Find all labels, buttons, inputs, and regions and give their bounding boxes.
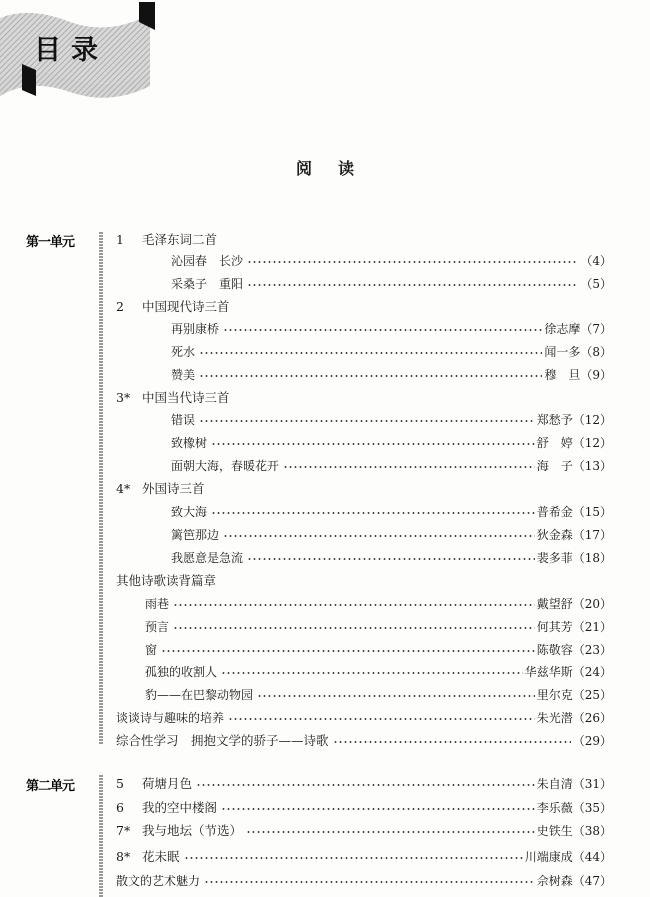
group-number: 4*: [116, 480, 131, 496]
entry-title: 雨巷: [145, 596, 170, 611]
leader-dots: [228, 718, 535, 720]
toc-entry[interactable]: [145, 639, 612, 659]
leader-dots: [211, 443, 535, 445]
entry-page: 穆 旦（9）: [544, 367, 612, 382]
entry-page: 裴多菲（18）: [536, 550, 612, 565]
page-title: 目录: [34, 35, 108, 66]
toc-group-heading[interactable]: [116, 296, 626, 316]
entry-title: 面朝大海，春暖花开: [171, 458, 280, 473]
leader-dots: [173, 627, 535, 629]
entry-page: 郑愁予（12）: [536, 412, 612, 427]
leader-dots: [173, 604, 535, 606]
leader-dots: [211, 512, 535, 514]
leader-dots: [199, 375, 542, 377]
group-number: 1: [116, 231, 124, 247]
entry-page: 里尔克（25）: [536, 687, 612, 702]
entry-number: 8*: [116, 848, 131, 864]
entry-title: 花未眠: [142, 849, 180, 864]
group-title: 外国诗三首: [142, 481, 205, 496]
group-title: 其他诗歌读背篇章: [116, 573, 217, 588]
group-title: 中国现代诗三首: [142, 299, 230, 314]
toc-entry[interactable]: [171, 273, 612, 293]
unit-divider-1: [99, 232, 103, 745]
group-number: 2: [116, 298, 124, 314]
entry-page: 何其芳（21）: [536, 619, 612, 634]
toc-entry[interactable]: [116, 730, 612, 750]
entry-page: 朱光潜（26）: [536, 710, 612, 725]
toc-entry[interactable]: [116, 773, 612, 793]
entry-title: 沁园春 长沙: [171, 253, 244, 268]
group-title: 中国当代诗三首: [142, 390, 230, 405]
entry-title: 孤独的收割人: [145, 664, 218, 679]
leader-dots: [257, 695, 535, 697]
entry-page: 陈敬容（23）: [536, 642, 612, 657]
entry-title: 采桑子 重阳: [171, 276, 244, 291]
toc-entry[interactable]: [171, 409, 612, 429]
entry-title: 致橡树: [171, 435, 208, 450]
entry-page: 普希金（15）: [536, 504, 612, 519]
leader-dots: [199, 420, 535, 422]
entry-title: 我愿意是急流: [171, 550, 244, 565]
toc-entry[interactable]: [171, 524, 612, 544]
leader-dots: [204, 881, 535, 883]
toc-entry[interactable]: [171, 455, 612, 475]
entry-title: 谈谈诗与趣味的培养: [116, 710, 225, 725]
toc-group-heading[interactable]: [116, 229, 626, 249]
toc-entry[interactable]: [116, 707, 612, 727]
unit-label-2: 第二单元: [26, 779, 75, 794]
entry-page: 舒 婷（12）: [536, 435, 612, 450]
toc-entry[interactable]: [145, 661, 612, 681]
entry-number: 6: [116, 799, 124, 815]
entry-title: 我的空中楼阁: [142, 800, 218, 815]
entry-title: 散文的艺术魅力: [116, 873, 201, 888]
entry-page: 戴望舒（20）: [536, 596, 612, 611]
entry-title: 致大海: [171, 504, 208, 519]
entry-title: 篱笆那边: [171, 527, 220, 542]
toc-entry[interactable]: [171, 547, 612, 567]
entry-title: 豹——在巴黎动物园: [145, 687, 254, 702]
toc-entry[interactable]: [171, 501, 612, 521]
toc-group-heading[interactable]: [116, 570, 626, 590]
group-title: 毛泽东词二首: [142, 232, 218, 247]
toc-entry[interactable]: [116, 846, 612, 866]
entry-title: 荷塘月色: [142, 776, 193, 791]
leader-dots: [247, 284, 578, 286]
toc-entry[interactable]: [171, 432, 612, 452]
group-number: 3*: [116, 389, 131, 405]
toc-entry[interactable]: [116, 870, 612, 890]
leader-dots: [247, 558, 535, 560]
leader-dots: [283, 466, 535, 468]
unit-label-1: 第一单元: [26, 235, 75, 250]
leader-dots: [246, 831, 535, 833]
leader-dots: [223, 535, 535, 537]
section-title: 阅读: [295, 159, 380, 178]
entry-title: 再别康桥: [171, 321, 220, 336]
toc-group-heading[interactable]: [116, 478, 626, 498]
toc-group-heading[interactable]: [116, 387, 626, 407]
entry-page: （5）: [580, 276, 612, 291]
toc-entry[interactable]: [171, 250, 612, 270]
toc-entry[interactable]: [171, 341, 612, 361]
leader-dots: [196, 784, 535, 786]
entry-page: 史铁生（38）: [536, 823, 612, 838]
entry-page: 华兹华斯（24）: [524, 664, 612, 679]
unit-divider-2: [99, 775, 103, 897]
entry-page: 朱自清（31）: [536, 776, 612, 791]
leader-dots: [161, 650, 535, 652]
entry-title: 我与地坛（节选）: [142, 823, 243, 838]
entry-number: 7*: [116, 822, 131, 838]
entry-title: 综合性学习 拥抱文学的骄子——诗歌: [116, 733, 329, 748]
toc-entry[interactable]: [171, 318, 612, 338]
leader-dots: [333, 741, 571, 743]
entry-title: 错误: [171, 412, 196, 427]
toc-entry[interactable]: [116, 820, 612, 840]
leader-dots: [223, 329, 542, 331]
entry-title: 预言: [145, 619, 170, 634]
leader-dots: [221, 808, 535, 810]
leader-dots: [221, 672, 523, 674]
header-banner: [0, 0, 165, 112]
entry-title: 赞美: [171, 367, 196, 382]
leader-dots: [199, 352, 542, 354]
entry-page: （29）: [572, 733, 612, 748]
leader-dots: [247, 261, 578, 263]
entry-page: 川端康成（44）: [524, 849, 612, 864]
leader-dots: [184, 857, 523, 859]
toc-entry[interactable]: [171, 364, 612, 384]
toc-entry[interactable]: [145, 684, 612, 704]
entry-page: 海 子（13）: [536, 458, 612, 473]
entry-page: 徐志摩（7）: [544, 321, 612, 336]
toc-entry[interactable]: [116, 797, 612, 817]
toc-entry[interactable]: [145, 616, 612, 636]
entry-title: 窗: [145, 642, 158, 657]
entry-page: 闻一多（8）: [544, 344, 612, 359]
entry-number: 5: [116, 775, 124, 791]
toc-entry[interactable]: [145, 593, 612, 613]
entry-page: （4）: [580, 253, 612, 268]
entry-title: 死水: [171, 344, 196, 359]
entry-page: 佘树森（47）: [536, 873, 612, 888]
entry-page: 狄金森（17）: [536, 527, 612, 542]
entry-page: 李乐薇（35）: [536, 800, 612, 815]
